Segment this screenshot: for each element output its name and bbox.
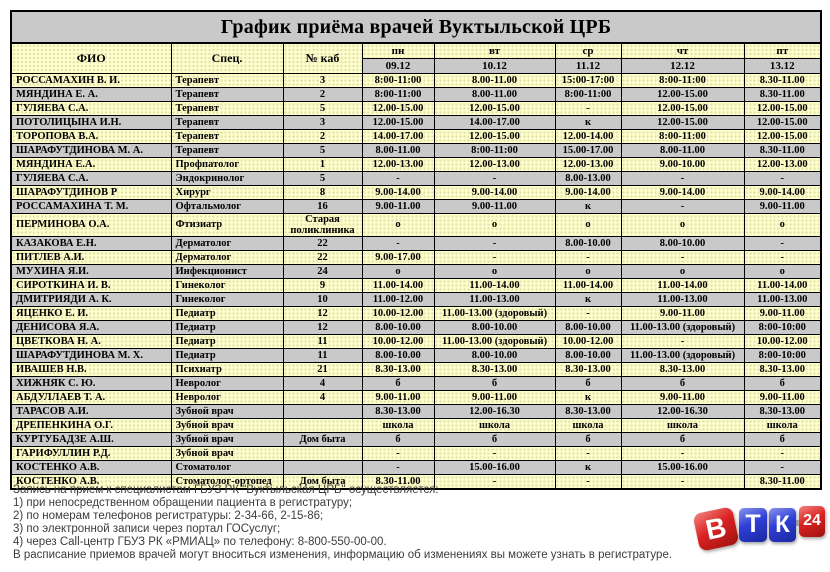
schedule-cell-чт: 9.00-14.00 (621, 186, 744, 200)
schedule-cell-ср: 11.00-14.00 (555, 279, 621, 293)
table-row (11, 447, 821, 461)
specialty-cell: Невролог (171, 391, 283, 405)
schedule-cell-чт: 9.00-10.00 (621, 158, 744, 172)
cabinet-cell (283, 461, 362, 475)
schedule-cell-пт: школа (744, 419, 821, 433)
cabinet-cell: 22 (283, 251, 362, 265)
cabinet-cell: 24 (283, 265, 362, 279)
table-row (11, 405, 821, 419)
schedule-cell-пт: - (744, 237, 821, 251)
cabinet-cell: 2 (283, 130, 362, 144)
schedule-cell-пт: 8:00-10:00 (744, 349, 821, 363)
doctor-name-cell: ПОТОЛИЦЫНА И.Н. (11, 116, 171, 130)
table-row (11, 74, 821, 88)
vtk24-logo (692, 500, 826, 556)
table-row (11, 88, 821, 102)
schedule-cell-пн: 12.00-15.00 (362, 102, 434, 116)
schedule-cell-чт: о (621, 214, 744, 237)
schedule-cell-ср: 12.00-13.00 (555, 158, 621, 172)
table-row (11, 419, 821, 433)
schedule-cell-чт: школа (621, 419, 744, 433)
specialty-cell: Фтизиатр (171, 214, 283, 237)
doctor-name-cell: МЯНДИНА Е. А. (11, 88, 171, 102)
cabinet-cell: 4 (283, 391, 362, 405)
schedule-cell-вт: 12.00-15.00 (434, 102, 555, 116)
schedule-cell-чт: б (621, 377, 744, 391)
doctor-name-cell: ЯЦЕНКО Е. И. (11, 307, 171, 321)
schedule-cell-вт: - (434, 172, 555, 186)
table-header (11, 11, 821, 74)
schedule-cell-ср: - (555, 447, 621, 461)
day-header-вт: вт (434, 43, 555, 59)
footer-line-2: 1) при непосредственном обращении пациента в регистратуру; (13, 497, 353, 510)
schedule-cell-чт: - (621, 447, 744, 461)
cabinet-cell: Старая поликлиника (283, 214, 362, 237)
schedule-cell-ср: 15.00-17.00 (555, 144, 621, 158)
schedule-cell-вт: 8.00-11.00 (434, 88, 555, 102)
schedule-cell-пт: 11.00-14.00 (744, 279, 821, 293)
cabinet-cell: 11 (283, 335, 362, 349)
date-header-2: 11.12 (555, 59, 621, 74)
cabinet-cell: 9 (283, 279, 362, 293)
schedule-cell-ср: о (555, 265, 621, 279)
table-row (11, 363, 821, 377)
table-row (11, 144, 821, 158)
schedule-cell-чт: 11.00-13.00 (здоровый) (621, 321, 744, 335)
schedule-cell-пт: 12.00-15.00 (744, 130, 821, 144)
cabinet-cell: 4 (283, 377, 362, 391)
date-header-4: 13.12 (744, 59, 821, 74)
specialty-cell: Терапевт (171, 130, 283, 144)
schedule-cell-пт: 9.00-11.00 (744, 307, 821, 321)
schedule-cell-пт: б (744, 377, 821, 391)
day-header-ср: ср (555, 43, 621, 59)
specialty-cell: Стоматолог (171, 461, 283, 475)
schedule-cell-вт: 8:00-11:00 (434, 144, 555, 158)
schedule-cell-пн: - (362, 461, 434, 475)
table-row (11, 172, 821, 186)
cabinet-cell: 5 (283, 102, 362, 116)
footer-notes (13, 484, 693, 563)
schedule-cell-пт: 8.30-11.00 (744, 74, 821, 88)
cabinet-cell: 1 (283, 158, 362, 172)
cabinet-cell (283, 447, 362, 461)
schedule-cell-чт: 9.00-11.00 (621, 391, 744, 405)
table-body (11, 74, 821, 490)
schedule-cell-пн: 8.00-11.00 (362, 144, 434, 158)
schedule-cell-вт: 9.00-11.00 (434, 200, 555, 214)
doctor-name-cell: ДРЕПЕНКИНА О.Г. (11, 419, 171, 433)
cabinet-cell: 10 (283, 293, 362, 307)
table-row (11, 237, 821, 251)
schedule-cell-чт: 12.00-15.00 (621, 88, 744, 102)
doctor-name-cell: АБДУЛЛАЕВ Т. А. (11, 391, 171, 405)
specialty-cell: Гинеколог (171, 293, 283, 307)
footer-line-4: 3) по электронной записи через портал ГОСуслуг; (13, 523, 281, 536)
schedule-cell-пн: б (362, 377, 434, 391)
schedule-cell-чт: 11.00-14.00 (621, 279, 744, 293)
specialty-cell: Хирург (171, 186, 283, 200)
schedule-cell-вт: о (434, 214, 555, 237)
doctor-name-cell: ГУЛЯЕВА С.А. (11, 172, 171, 186)
schedule-cell-чт: 8.00-11.00 (621, 144, 744, 158)
doctor-name-cell: ШАРАФУТДИНОВА М. Х. (11, 349, 171, 363)
table-row (11, 200, 821, 214)
cabinet-cell: 22 (283, 237, 362, 251)
schedule-cell-вт: школа (434, 419, 555, 433)
schedule-cell-пн: 8.00-10.00 (362, 349, 434, 363)
logo-letter-k-icon: К (769, 508, 796, 542)
schedule-cell-вт: 11.00-13.00 (434, 293, 555, 307)
schedule-cell-чт: - (621, 172, 744, 186)
schedule-cell-ср: б (555, 433, 621, 447)
schedule-cell-пн: 9.00-14.00 (362, 186, 434, 200)
schedule-cell-чт: - (621, 200, 744, 214)
schedule-cell-ср: к (555, 200, 621, 214)
specialty-cell: Невролог (171, 377, 283, 391)
schedule-cell-пн: 8.30-13.00 (362, 405, 434, 419)
specialty-cell: Зубной врач (171, 433, 283, 447)
schedule-cell-ср: - (555, 307, 621, 321)
schedule-cell-пн: 10.00-12.00 (362, 307, 434, 321)
specialty-cell: Гинеколог (171, 279, 283, 293)
specialty-cell: Зубной врач (171, 419, 283, 433)
table-row (11, 102, 821, 116)
doctor-name-cell: ПИТЛЕВ А.И. (11, 251, 171, 265)
specialty-cell: Зубной врач (171, 447, 283, 461)
schedule-cell-чт: 11.00-13.00 (здоровый) (621, 349, 744, 363)
cabinet-cell: 11 (283, 349, 362, 363)
schedule-cell-ср: к (555, 293, 621, 307)
schedule-cell-вт: б (434, 377, 555, 391)
schedule-cell-пт: 8.30-11.00 (744, 144, 821, 158)
date-header-0: 09.12 (362, 59, 434, 74)
schedule-cell-чт: 8:00-11:00 (621, 130, 744, 144)
schedule-cell-пт: 8.30-11.00 (744, 475, 821, 490)
day-header-чт: чт (621, 43, 744, 59)
table-row (11, 335, 821, 349)
logo-letter-v-icon: В (692, 506, 739, 551)
doctor-name-cell: ШАРАФУТДИНОВА М. А. (11, 144, 171, 158)
cabinet-cell: 5 (283, 144, 362, 158)
date-header-3: 12.12 (621, 59, 744, 74)
schedule-cell-ср: 8:00-11:00 (555, 88, 621, 102)
table-row (11, 461, 821, 475)
footer-line-5: 4) через Call-центр ГБУЗ РК «РМИАЦ» по телефону: 8-800-550-00-00. (13, 536, 387, 549)
table-row (11, 349, 821, 363)
schedule-cell-вт: о (434, 265, 555, 279)
footer-line-6: В расписание приемов врачей могут вноситься изменения, информацию об изменениях вы можете узнать в регистратуре. (13, 549, 673, 562)
cabinet-cell (283, 419, 362, 433)
doctor-name-cell: СИРОТКИНА И. В. (11, 279, 171, 293)
schedule-cell-ср: - (555, 102, 621, 116)
schedule-cell-вт: 9.00-11.00 (434, 391, 555, 405)
schedule-cell-пт: 8.30-11.00 (744, 88, 821, 102)
schedule-table (10, 10, 822, 490)
col-header-spec: Спец. (171, 43, 283, 74)
cabinet-cell: 12 (283, 321, 362, 335)
table-row (11, 130, 821, 144)
table-row (11, 214, 821, 237)
schedule-cell-пт: 12.00-13.00 (744, 158, 821, 172)
schedule-cell-пн: 9.00-17.00 (362, 251, 434, 265)
schedule-cell-вт: 12.00-15.00 (434, 130, 555, 144)
schedule-cell-вт: 14.00-17.00 (434, 116, 555, 130)
schedule-cell-ср: 8.00-13.00 (555, 172, 621, 186)
schedule-cell-вт: 11.00-13.00 (здоровый) (434, 307, 555, 321)
logo-badge-24-icon: 24 (799, 506, 825, 537)
schedule-cell-пн: школа (362, 419, 434, 433)
specialty-cell: Инфекционист (171, 265, 283, 279)
table-row (11, 279, 821, 293)
schedule-cell-пн: 11.00-12.00 (362, 293, 434, 307)
table-row (11, 158, 821, 172)
schedule-cell-вт: 15.00-16.00 (434, 461, 555, 475)
schedule-cell-пн: 8:00-11:00 (362, 74, 434, 88)
schedule-cell-пт: 12.00-15.00 (744, 116, 821, 130)
schedule-cell-чт: 12.00-16.30 (621, 405, 744, 419)
schedule-cell-пн: 9.00-11.00 (362, 391, 434, 405)
specialty-cell: Психиатр (171, 363, 283, 377)
schedule-cell-ср: 8.30-13.00 (555, 363, 621, 377)
schedule-cell-пт: - (744, 461, 821, 475)
schedule-cell-чт: 12.00-15.00 (621, 116, 744, 130)
schedule-cell-ср: 15:00-17:00 (555, 74, 621, 88)
schedule-cell-чт: 8:00-11:00 (621, 74, 744, 88)
schedule-cell-ср: школа (555, 419, 621, 433)
table-row (11, 116, 821, 130)
specialty-cell: Терапевт (171, 116, 283, 130)
schedule-cell-ср: - (555, 475, 621, 490)
day-header-пн: пн (362, 43, 434, 59)
schedule-cell-чт: 9.00-11.00 (621, 307, 744, 321)
schedule-cell-чт: 12.00-15.00 (621, 102, 744, 116)
schedule-cell-пт: - (744, 251, 821, 265)
schedule-cell-пн: 8.30-13.00 (362, 363, 434, 377)
specialty-cell: Стоматолог-ортопед (171, 475, 283, 490)
specialty-cell: Педиатр (171, 321, 283, 335)
schedule-cell-чт: 8.00-10.00 (621, 237, 744, 251)
schedule-cell-пн: 11.00-14.00 (362, 279, 434, 293)
specialty-cell: Терапевт (171, 88, 283, 102)
table-row (11, 293, 821, 307)
schedule-cell-вт: 8.30-13.00 (434, 363, 555, 377)
schedule-cell-ср: 8.00-10.00 (555, 349, 621, 363)
doctor-name-cell: РОССАМАХИН В. И. (11, 74, 171, 88)
schedule-cell-пт: 12.00-15.00 (744, 102, 821, 116)
schedule-cell-вт: - (434, 447, 555, 461)
specialty-cell: Зубной врач (171, 405, 283, 419)
schedule-cell-ср: 8.30-13.00 (555, 405, 621, 419)
footer-line-1: Запись на прием к специалистам ГБУЗ РК "Вуктыльская ЦРБ" осуществляется: (13, 484, 439, 496)
cabinet-cell: 8 (283, 186, 362, 200)
doctor-name-cell: КАЗАКОВА Е.Н. (11, 237, 171, 251)
schedule-cell-пн: 12.00-15.00 (362, 116, 434, 130)
table-row (11, 433, 821, 447)
schedule-cell-ср: о (555, 214, 621, 237)
schedule-cell-ср: к (555, 461, 621, 475)
schedule-cell-ср: - (555, 251, 621, 265)
schedule-cell-чт: - (621, 251, 744, 265)
schedule-cell-чт: 8.30-13.00 (621, 363, 744, 377)
footer-line-3: 2) по номерам телефонов регистратуры: 2-34-66, 2-15-86; (13, 510, 324, 523)
schedule-cell-чт: о (621, 265, 744, 279)
cabinet-cell: 2 (283, 88, 362, 102)
specialty-cell: Офтальмолог (171, 200, 283, 214)
schedule-cell-ср: 9.00-14.00 (555, 186, 621, 200)
table-row (11, 251, 821, 265)
specialty-cell: Эндокринолог (171, 172, 283, 186)
doctor-name-cell: ЦВЕТКОВА Н. А. (11, 335, 171, 349)
schedule-cell-вт: - (434, 251, 555, 265)
schedule-cell-пт: о (744, 214, 821, 237)
schedule-cell-ср: б (555, 377, 621, 391)
doctor-name-cell: МЯНДИНА Е.А. (11, 158, 171, 172)
schedule-cell-пн: б (362, 433, 434, 447)
schedule-cell-чт: б (621, 433, 744, 447)
specialty-cell: Дерматолог (171, 251, 283, 265)
doctor-name-cell: ДЕНИСОВА Я.А. (11, 321, 171, 335)
doctor-name-cell: КУРТУБАДЗЕ А.Ш. (11, 433, 171, 447)
schedule-cell-чт: 11.00-13.00 (621, 293, 744, 307)
schedule-cell-вт: 8.00-10.00 (434, 349, 555, 363)
schedule-cell-ср: 8.00-10.00 (555, 321, 621, 335)
day-header-пт: пт (744, 43, 821, 59)
schedule-cell-пн: - (362, 172, 434, 186)
doctor-name-cell: ШАРАФУТДИНОВ Р (11, 186, 171, 200)
schedule-cell-пт: 8.30-13.00 (744, 405, 821, 419)
schedule-cell-вт: 8.00-11.00 (434, 74, 555, 88)
schedule-cell-вт: 12.00-16.30 (434, 405, 555, 419)
schedule-cell-пт: 8:00-10:00 (744, 321, 821, 335)
schedule-cell-вт: 12.00-13.00 (434, 158, 555, 172)
doctor-name-cell: ХИЖНЯК С. Ю. (11, 377, 171, 391)
specialty-cell: Терапевт (171, 74, 283, 88)
schedule-cell-вт: - (434, 237, 555, 251)
cabinet-cell: 16 (283, 200, 362, 214)
specialty-cell: Дерматолог (171, 237, 283, 251)
schedule-cell-пт: 11.00-13.00 (744, 293, 821, 307)
schedule-cell-пн: 14.00-17.00 (362, 130, 434, 144)
schedule-cell-пн: 8:00-11:00 (362, 88, 434, 102)
schedule-cell-вт: 9.00-14.00 (434, 186, 555, 200)
logo-letter-t-icon: Т (739, 508, 767, 542)
doctor-name-cell: РОССАМАХИНА Т. М. (11, 200, 171, 214)
cabinet-cell: 12 (283, 307, 362, 321)
cabinet-cell: 3 (283, 116, 362, 130)
schedule-cell-пн: о (362, 214, 434, 237)
schedule-cell-чт: - (621, 475, 744, 490)
schedule-cell-пт: 10.00-12.00 (744, 335, 821, 349)
schedule-cell-пт: 9.00-11.00 (744, 200, 821, 214)
specialty-cell: Педиатр (171, 307, 283, 321)
schedule-cell-пт: - (744, 172, 821, 186)
schedule-cell-ср: 8.00-10.00 (555, 237, 621, 251)
cabinet-cell: 3 (283, 74, 362, 88)
doctor-name-cell: ТОРОПОВА В.А. (11, 130, 171, 144)
schedule-cell-вт: 11.00-14.00 (434, 279, 555, 293)
doctor-name-cell: ГУЛЯЕВА С.А. (11, 102, 171, 116)
schedule-cell-ср: 12.00-14.00 (555, 130, 621, 144)
day-header-row (11, 43, 821, 59)
schedule-cell-пн: 12.00-13.00 (362, 158, 434, 172)
page-title: График приёма врачей Вуктыльской ЦРБ (11, 11, 821, 43)
doctor-name-cell: ТАРАСОВ А.И. (11, 405, 171, 419)
schedule-cell-пт: 9.00-14.00 (744, 186, 821, 200)
schedule-cell-ср: к (555, 116, 621, 130)
cabinet-cell (283, 405, 362, 419)
schedule-sheet (10, 10, 822, 490)
schedule-cell-пт: о (744, 265, 821, 279)
schedule-cell-пн: 8.00-10.00 (362, 321, 434, 335)
schedule-cell-вт: 8.00-10.00 (434, 321, 555, 335)
date-header-1: 10.12 (434, 59, 555, 74)
schedule-cell-ср: к (555, 391, 621, 405)
schedule-cell-вт: б (434, 433, 555, 447)
doctor-name-cell: КОСТЕНКО А.В. (11, 461, 171, 475)
cabinet-cell: Дом быта (283, 475, 362, 490)
schedule-cell-пн: - (362, 237, 434, 251)
schedule-cell-пн: 10.00-12.00 (362, 335, 434, 349)
schedule-cell-пт: б (744, 433, 821, 447)
schedule-cell-пн: 8.30-11.00 (362, 475, 434, 490)
schedule-cell-пн: о (362, 265, 434, 279)
table-row (11, 307, 821, 321)
schedule-cell-пн: 9.00-11.00 (362, 200, 434, 214)
specialty-cell: Педиатр (171, 349, 283, 363)
table-row (11, 321, 821, 335)
doctor-name-cell: ПЕРМИНОВА О.А. (11, 214, 171, 237)
table-row (11, 391, 821, 405)
cabinet-cell: 21 (283, 363, 362, 377)
table-row (11, 186, 821, 200)
doctor-name-cell: КОСТЕНКО А.В. (11, 475, 171, 490)
col-header-cab: № каб (283, 43, 362, 74)
doctor-name-cell: ИВАШЕВ Н.В. (11, 363, 171, 377)
schedule-cell-пн: - (362, 447, 434, 461)
schedule-cell-пт: 9.00-11.00 (744, 391, 821, 405)
cabinet-cell: Дом быта (283, 433, 362, 447)
cabinet-cell: 5 (283, 172, 362, 186)
specialty-cell: Терапевт (171, 102, 283, 116)
specialty-cell: Профпатолог (171, 158, 283, 172)
table-row (11, 377, 821, 391)
doctor-name-cell: МУХИНА Я.И. (11, 265, 171, 279)
table-row (11, 265, 821, 279)
schedule-cell-вт: - (434, 475, 555, 490)
schedule-cell-пт: 8.30-13.00 (744, 363, 821, 377)
col-header-fio: ФИО (11, 43, 171, 74)
schedule-cell-чт: - (621, 335, 744, 349)
schedule-cell-вт: 11.00-13.00 (здоровый) (434, 335, 555, 349)
doctor-name-cell: ГАРИФУЛЛИН Р.Д. (11, 447, 171, 461)
specialty-cell: Педиатр (171, 335, 283, 349)
schedule-cell-ср: 10.00-12.00 (555, 335, 621, 349)
specialty-cell: Терапевт (171, 144, 283, 158)
schedule-cell-чт: 15.00-16.00 (621, 461, 744, 475)
doctor-name-cell: ДМИТРИЯДИ А. К. (11, 293, 171, 307)
schedule-cell-пт: - (744, 447, 821, 461)
